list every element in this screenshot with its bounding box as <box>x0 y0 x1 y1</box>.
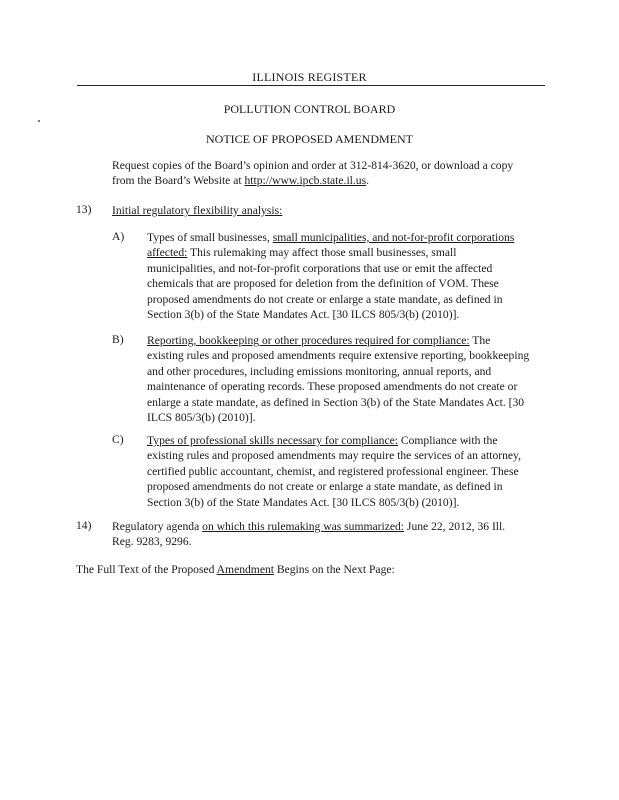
item-c-heading-rest: Compliance with the <box>397 434 498 447</box>
section-14-date: June 22, 2012, 36 Ill. <box>404 520 506 533</box>
item-c-line-1 <box>147 433 521 448</box>
item-b-heading-rest: The <box>469 334 491 347</box>
item-b-line-6: ILCS 805/3(b) (2010)]. <box>147 411 256 425</box>
section-14-line-1 <box>112 519 505 534</box>
item-b-paragraph <box>147 333 529 425</box>
section-14-lead: Regulatory agenda <box>112 520 203 533</box>
section-13-title-text: Initial regulatory flexibility analysis: <box>112 204 283 217</box>
item-b-line-3: and other procedures, including emissions monitoring, annual reports, and <box>147 364 492 378</box>
item-b-line-4: maintenance of operating records. These proposed amendments do not create or <box>147 380 518 394</box>
item-b-line-5: enlarge a state mandate, as defined in Section 3(b) of the State Mandates Act. [30 <box>147 395 525 409</box>
agency-title: POLLUTION CONTROL BOARD <box>223 102 396 116</box>
item-a-line-2 <box>147 245 514 260</box>
item-c-line-4: proposed amendments do not create or enlarge a state mandate, as defined in <box>147 480 503 494</box>
item-a-line-4: chemicals that are proposed for deletion from the definition of VOM. These <box>147 277 499 291</box>
item-b-letter: B) <box>112 333 124 346</box>
section-14-line-2: Reg. 9283, 9296. <box>112 535 192 549</box>
item-b-line-1 <box>147 333 529 348</box>
item-c-line-5: Section 3(b) of the State Mandates Act. [30 ILCS 805/3(b) (2010)]. <box>147 495 460 509</box>
register-title: ILLINOIS REGISTER <box>252 70 367 84</box>
full-text-suffix: Begins on the Next Page: <box>273 563 395 576</box>
item-c-line-3: certified public accountant, chemist, and registered professional engineer. These <box>147 464 519 478</box>
item-b-heading: Reporting, bookkeeping or other procedures required for compliance: <box>147 334 470 347</box>
full-text-amendment: Amendment <box>216 563 274 576</box>
item-c-letter: C) <box>112 433 124 446</box>
notice-title: NOTICE OF PROPOSED AMENDMENT <box>205 132 414 146</box>
section-14-heading: on which this rulemaking was summarized: <box>202 520 405 533</box>
intro-line-2-suffix: . <box>366 174 370 188</box>
section-14-number: 14) <box>76 519 92 532</box>
item-a-letter: A) <box>112 230 125 243</box>
header-rule <box>77 85 545 86</box>
full-text-notice <box>76 562 395 577</box>
item-c-paragraph <box>147 433 521 510</box>
item-a-lead: Types of small businesses, <box>147 231 273 244</box>
section-14-paragraph <box>112 519 505 550</box>
item-a-line-6: Section 3(b) of the State Mandates Act. [30 ILCS 805/3(b) (2010)]. <box>147 308 460 322</box>
full-text-prefix: The Full Text of the Proposed <box>76 563 217 576</box>
section-13-number: 13) <box>76 203 92 216</box>
item-c-line-2: existing rules and proposed amendments may require the services of an attorney, <box>147 449 521 463</box>
section-13-title <box>112 203 282 218</box>
scan-speck <box>38 120 40 122</box>
item-a-line-5: proposed amendments do not create or enlarge a state mandate, as defined in <box>147 292 503 306</box>
item-a-paragraph <box>147 230 514 322</box>
intro-line-2 <box>112 173 513 188</box>
item-a-line-2-rest: This rulemaking may affect those small businesses, small <box>187 246 457 260</box>
intro-paragraph <box>112 158 513 189</box>
board-website-link[interactable]: http://www.ipcb.state.il.us <box>244 174 367 188</box>
intro-line-1: Request copies of the Board’s opinion and order at 312-814-3620, or download a copy <box>112 159 514 172</box>
intro-line-2-prefix: from the Board’s Website at <box>112 174 245 188</box>
item-a-heading-part-2: affected: <box>147 246 188 260</box>
item-a-line-1 <box>147 230 514 245</box>
item-c-heading: Types of professional skills necessary for compliance: <box>147 434 398 447</box>
item-a-heading-part-1: small municipalities, and not-for-profit corporations <box>272 231 515 244</box>
item-a-line-3: municipalities, and not-for-profit corporations that use or emit the affected <box>147 261 493 275</box>
item-b-line-2: existing rules and proposed amendments require extensive reporting, bookkeeping <box>147 349 530 363</box>
